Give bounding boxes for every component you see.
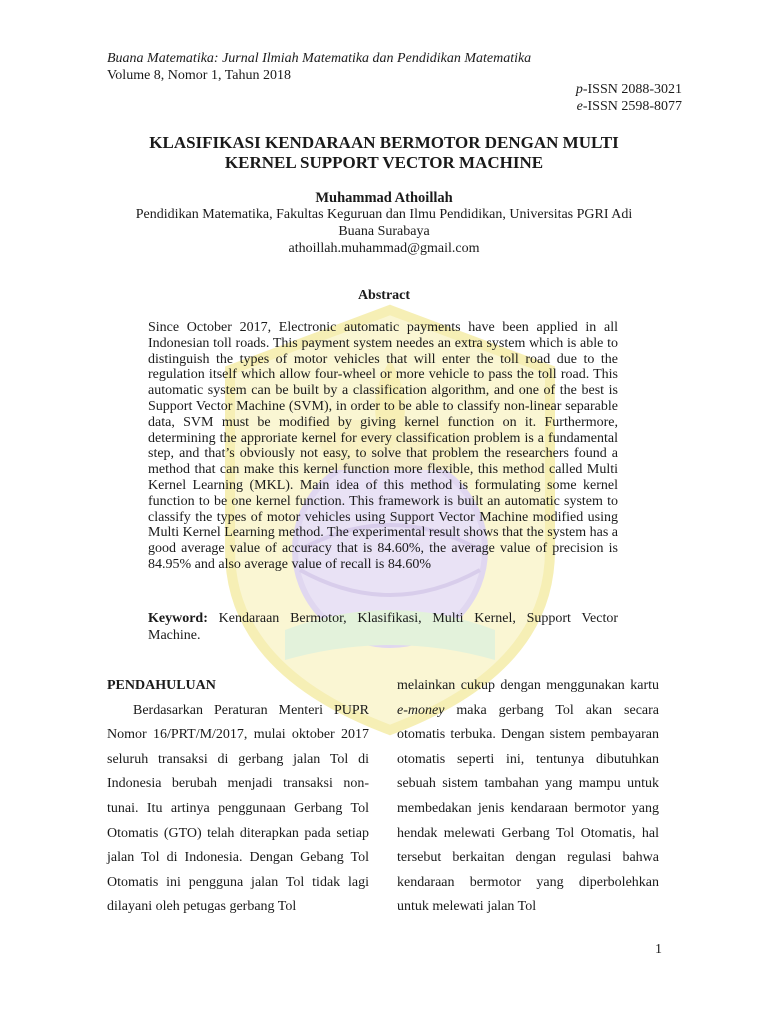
section-heading: PENDAHULUAN	[107, 678, 216, 693]
emphasis-term: e-money	[397, 702, 445, 718]
journal-volume: Volume 8, Nomor 1, Tahun 2018	[107, 68, 291, 83]
keywords	[148, 610, 618, 644]
abstract-body: Since October 2017, Electronic automatic payments have been applied in all Indonesian toll roads. This payment system needes an extra system which is able to distinguish the types of motor vehicles that will enter the toll road due to the regulation itself which allow four-wheel or more vehicle to pass the toll road. This automatic system can be built by a classification algorithm, and one of the best is Support Vector Machine (SVM), in order to be able to classify non-linear separable data, SVM must be modified by giving kernel function on it. Furthermore, determining the approriate kernel for every classification problem is a fundamental step, and that’s obviously not easy, to solve that problem the researchers found a method that can make this kernel function more flexible, this method called Multi Kernel Learning (MKL). Main idea of this method is formulating some kernel function to be one kernel function. This framework is built an automatic system to classify the types of motor vehicles using Support Vector Machine modified using Multi Kernel Learning method. The experimental result shows that the system has a good average value of accuracy that is 84.60%, the average value of precision is 84.95% and also average value of recall is 84.60%	[148, 320, 618, 572]
journal-name: Buana Matematika: Jurnal Ilmiah Matematika dan Pendidikan Matematika	[107, 51, 532, 66]
left-column	[107, 674, 369, 920]
keyword-list: Kendaraan Bermotor, Klasifikasi, Multi Kernel, Support Vector Machine.	[148, 611, 619, 643]
issn-block	[576, 81, 682, 115]
author-affiliation: Pendidikan Matematika, Fakultas Keguruan dan Ilmu Pendidikan, Universitas PGRI Adi Buana Surabaya athoillah.muhammad@gmail.com	[110, 206, 658, 257]
body-paragraph-continued: melainkan cukup dengan menggunakan kartu e-money maka gerbang Tol akan secara otomatis terbuka. Dengan sistem pembayaran otomatis seperti ini, tentunya dibutuhkan sebuah sistem tambahan yang mampu untuk membedakan jenis kendaraan bermotor yang hendak melewati Gerbang Tol Otomatis, hal tersebut berkaitan dengan regulasi bahwa kendaraan bermotor yang diperbolehkan untuk melewati jalan Tol	[397, 678, 660, 915]
author-name: Muhammad Athoillah	[315, 190, 453, 206]
p-issn: p-ISSN 2088-3021	[575, 82, 682, 97]
journal-header	[107, 50, 531, 84]
keyword-label: Keyword:	[148, 611, 208, 626]
author-email: athoillah.muhammad@gmail.com	[288, 241, 480, 256]
body-paragraph: Berdasarkan Peraturan Menteri PUPR Nomor 16/PRT/M/2017, mulai oktober 2017 seluruh transaksi di gerbang jalan Tol di Indonesia berubah menjadi transaksi non-tunai. Itu artinya penggunaan Gerbang Tol Otomatis (GTO) telah diterapkan pada setiap jalan Tol di Indonesia. Dengan Gebang Tol Otomatis ini pengguna jalan Tol tidak lagi dilayani oleh petugas gerbang Tol	[107, 702, 369, 915]
e-issn: e-ISSN 2598-8077	[576, 99, 682, 114]
paper-title: KLASIFIKASI KENDARAAN BERMOTOR DENGAN MULTI KERNEL SUPPORT VECTOR MACHINE	[149, 133, 619, 172]
abstract-heading: Abstract	[357, 288, 411, 303]
page-number: 1	[655, 942, 662, 957]
right-column	[397, 674, 659, 920]
